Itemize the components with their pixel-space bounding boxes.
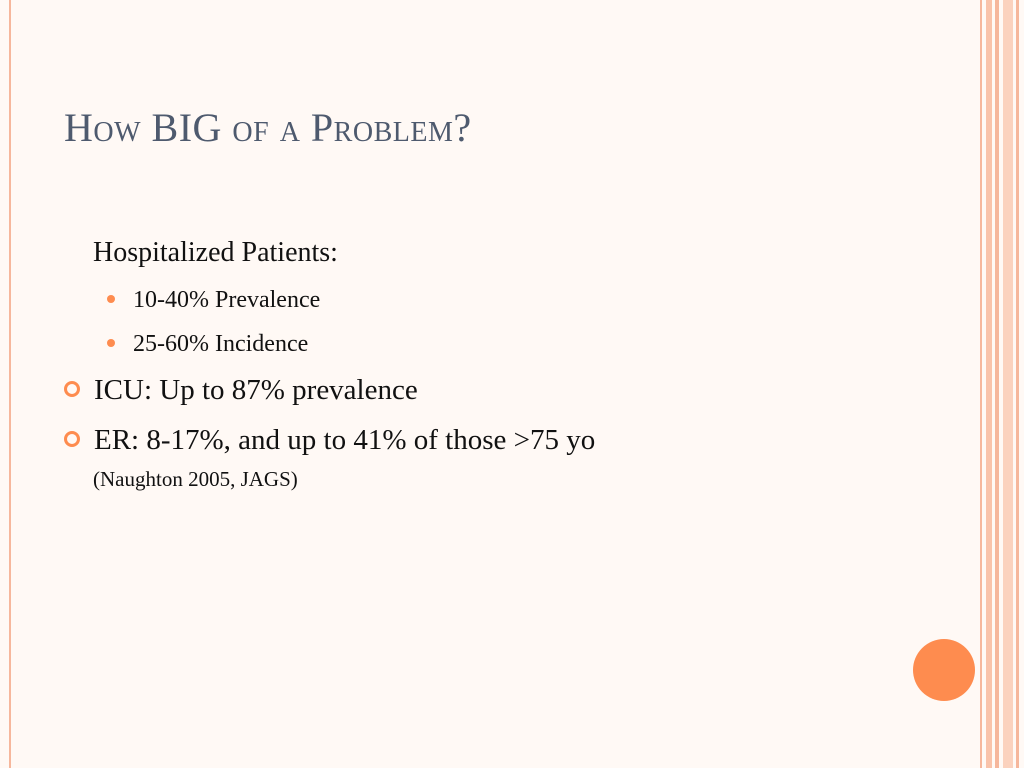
ring-bullet-icon (64, 381, 80, 397)
sub-bullet-text: 10-40% Prevalence (133, 287, 321, 313)
right-decorative-stripe (995, 0, 999, 768)
sub-bullet-text: 25-60% Incidence (133, 331, 309, 357)
citation: (Naughton 2005, JAGS) (93, 467, 298, 491)
filled-bullet-icon (107, 339, 115, 347)
right-decorative-stripe (986, 0, 992, 768)
main-bullet-text: ICU: Up to 87% prevalence (94, 374, 418, 406)
slide-title: How BIG of a Problem? (64, 105, 472, 150)
right-decorative-stripe (980, 0, 982, 768)
decorative-orange-circle (913, 639, 975, 701)
sub-bullet-item (107, 331, 308, 358)
right-decorative-stripe (1003, 0, 1013, 768)
main-bullet-text: ER: 8-17%, and up to 41% of those >75 yo (94, 424, 596, 456)
right-decorative-stripe (1016, 0, 1019, 768)
sub-heading: Hospitalized Patients: (93, 237, 338, 268)
ring-bullet-icon (64, 431, 80, 447)
filled-bullet-icon (107, 295, 115, 303)
main-bullet-item (64, 424, 595, 457)
sub-bullet-item (107, 287, 320, 314)
main-bullet-item (64, 374, 418, 407)
left-border-line (9, 0, 11, 768)
